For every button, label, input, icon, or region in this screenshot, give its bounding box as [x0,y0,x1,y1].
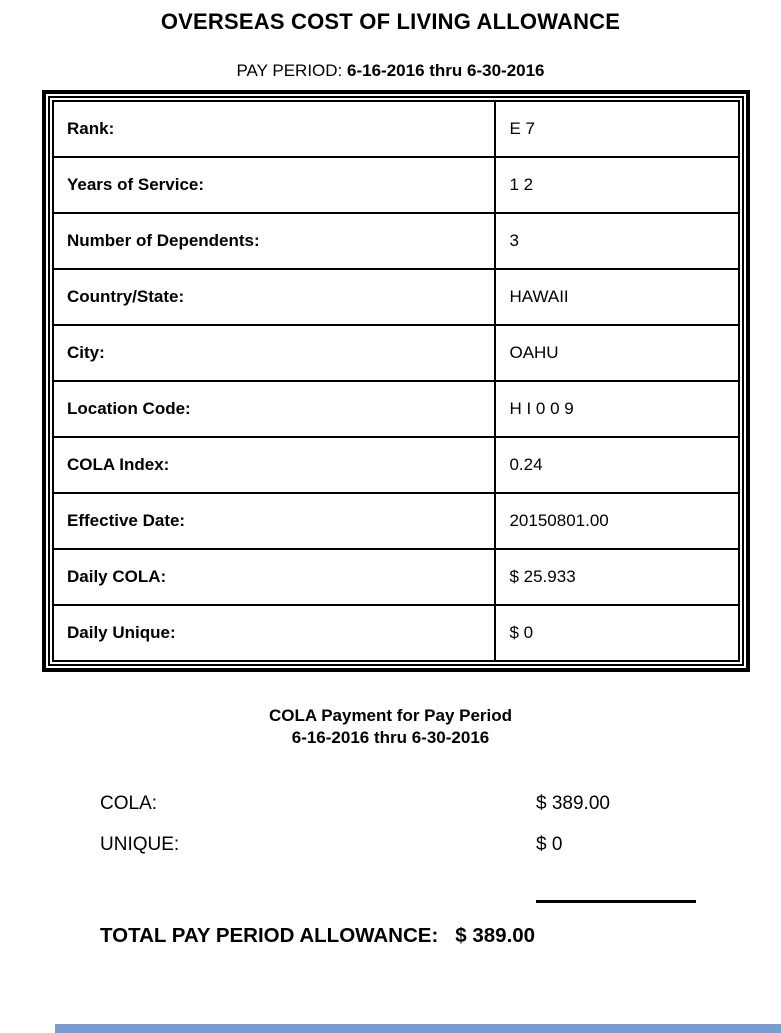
row-label: Rank: [53,101,495,157]
unique-payment-row [0,833,781,857]
row-value: E 7 [495,101,739,157]
cola-payment-row [0,792,781,816]
row-label: City: [53,325,495,381]
row-value: $ 25.933 [495,549,739,605]
row-value: 0.24 [495,437,739,493]
allowance-table [52,100,740,662]
allowance-table-inner-frame [48,96,744,666]
allowance-table-frame [42,90,750,672]
payment-heading-line1: COLA Payment for Pay Period [268,706,513,725]
table-row-effective-date [53,493,739,549]
payment-heading-line2: 6-16-2016 thru 6-30-2016 [291,728,490,747]
row-label: Daily COLA: [53,549,495,605]
table-row-dependents [53,213,739,269]
table-row-daily-cola [53,549,739,605]
row-label: COLA Index: [53,437,495,493]
pay-period-value: 6-16-2016 thru 6-30-2016 [347,61,545,80]
table-row-location-code [53,381,739,437]
cola-payment-label: COLA: [100,793,158,814]
unique-payment-label: UNIQUE: [100,834,180,855]
table-row-country-state [53,269,739,325]
page-title: OVERSEAS COST OF LIVING ALLOWANCE [160,9,621,34]
row-label: Effective Date: [53,493,495,549]
row-label: Location Code: [53,381,495,437]
table-row-years-of-service [53,157,739,213]
total-value: $ 389.00 [455,924,536,947]
cola-report-page [0,9,781,948]
pay-period-label: PAY PERIOD: [236,61,348,80]
total-row [0,924,781,948]
table-row-daily-unique [53,605,739,661]
table-row-rank [53,101,739,157]
row-value: $ 0 [495,605,739,661]
row-label: Number of Dependents: [53,213,495,269]
row-value: 20150801.00 [495,493,739,549]
row-label: Country/State: [53,269,495,325]
cola-payment-value: $ 389.00 [536,793,610,814]
table-row-cola-index [53,437,739,493]
row-label: Daily Unique: [53,605,495,661]
row-value: H I 0 0 9 [495,381,739,437]
row-label: Years of Service: [53,157,495,213]
payment-heading [0,705,781,749]
row-value: HAWAII [495,269,739,325]
row-value: 3 [495,213,739,269]
sum-divider-line [536,900,696,903]
row-value: OAHU [495,325,739,381]
bottom-accent-bar [55,1024,781,1033]
pay-period-heading [0,61,781,81]
total-label: TOTAL PAY PERIOD ALLOWANCE: [100,924,439,947]
row-value: 1 2 [495,157,739,213]
unique-payment-value: $ 0 [536,834,563,855]
table-row-city [53,325,739,381]
